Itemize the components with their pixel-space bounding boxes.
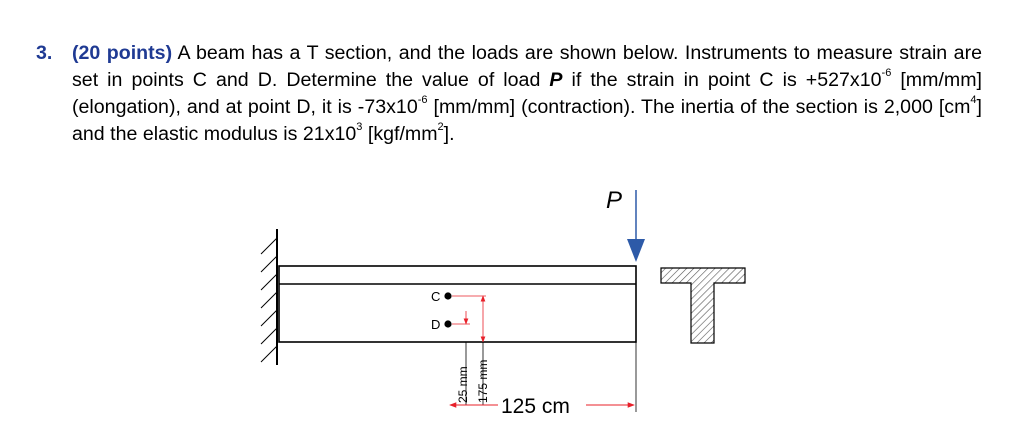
- exponent-modulus: 3: [356, 121, 363, 134]
- text-segment-6: [kgf/mm: [367, 123, 438, 145]
- text-segment-7: ].: [443, 123, 455, 145]
- t-section-icon: [661, 268, 745, 343]
- fixed-support: [261, 229, 277, 365]
- load-arrow: [627, 190, 645, 262]
- point-c-label: C: [431, 289, 441, 304]
- points-label: (20 points): [72, 42, 173, 64]
- text-segment-1: A beam has a T section, and the loads are shown below. Instruments to measure strain are set in points C and D. Determine the value of load: [72, 42, 982, 91]
- dim-25-label: 25 mm: [456, 366, 470, 403]
- point-c-marker: [444, 292, 451, 299]
- load-variable: P: [549, 69, 563, 91]
- text-segment-5: ] and the elastic modulus is 21x10: [72, 96, 982, 145]
- text-segment-2: if the strain in point C is +527x10: [571, 69, 882, 91]
- span-label: 125 cm: [501, 395, 570, 418]
- text-segment-4: [mm/mm] (contraction). The inertia of the section is 2,000 [cm: [433, 96, 971, 118]
- point-d-marker: [444, 320, 451, 327]
- exponent-inertia: 4: [970, 94, 977, 107]
- beam: [279, 266, 636, 342]
- load-label: P: [606, 187, 623, 214]
- exponent-c: -6: [881, 67, 892, 80]
- problem-number: 3.: [36, 42, 53, 64]
- exponent-area: 2: [437, 121, 444, 134]
- dim-175-label: 175 mm: [476, 359, 490, 403]
- text-segment-3: [mm/mm] (elongation), and at point D, it is -73x10: [72, 69, 982, 118]
- exponent-d: -6: [417, 94, 428, 107]
- point-d-label: D: [431, 317, 441, 332]
